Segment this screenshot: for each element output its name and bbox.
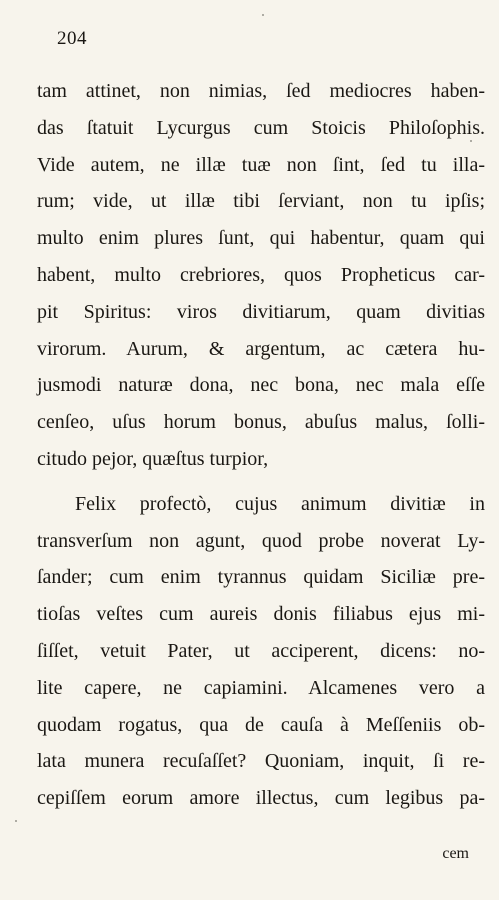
text-line: citudo pejor, quæſtus turpior, [37,447,269,470]
text-line: multo enim plures ſunt, qui habentur, quam qui [37,227,485,250]
text-line: lata munera recuſaſſet? Quoniam, inquit, ſi re- [37,750,485,773]
text-block [37,73,485,817]
paragraph-gap [37,478,485,486]
text-line: habent, multo crebriores, quos Propheticus car- [37,263,485,286]
text-line: lite capere, ne capiamini. Alcamenes vero a [37,676,485,699]
paragraph-1 [37,73,485,478]
text-line: rum; vide, ut illæ tibi ſerviant, non tu ipſis; [37,190,485,213]
text-line: cenſeo, uſus horum bonus, abuſus malus, ſolli- [37,411,485,434]
text-line: tioſas veſtes cum aureis donis filiabus ejus mi- [37,603,485,626]
catchword: cem [442,845,469,862]
paper-speck [470,140,472,142]
text-line: cepiſſem eorum amore illectus, cum legibus pa- [37,787,485,810]
text-line: transverſum non agunt, quod probe noverat Ly- [37,529,485,552]
text-line: ſander; cum enim tyrannus quidam Siciliæ pre- [37,566,485,589]
text-line: jusmodi naturæ dona, nec bona, nec mala eſſe [37,374,485,397]
text-line: pit Spiritus: viros divitiarum, quam divitias [37,300,485,323]
text-line: das ſtatuit Lycurgus cum Stoicis Philoſophis. [37,116,485,139]
text-line: Felix profectò, cujus animum divitiæ in [75,492,485,515]
text-line: ſiſſet, vetuit Pater, ut acciperent, dicens: no- [37,639,485,662]
text-line: Vide autem, ne illæ tuæ non ſint, ſed tu illa- [37,153,485,176]
paragraph-2 [37,486,485,817]
text-line: virorum. Aurum, & argentum, ac cætera hu- [37,337,485,360]
page-number: 204 [57,28,87,49]
paper-speck [262,14,264,16]
paper-speck [15,820,17,822]
text-line: quodam rogatus, qua de cauſa à Meſſeniis ob- [37,713,485,736]
text-line: tam attinet, non nimias, ſed mediocres haben- [37,80,485,102]
